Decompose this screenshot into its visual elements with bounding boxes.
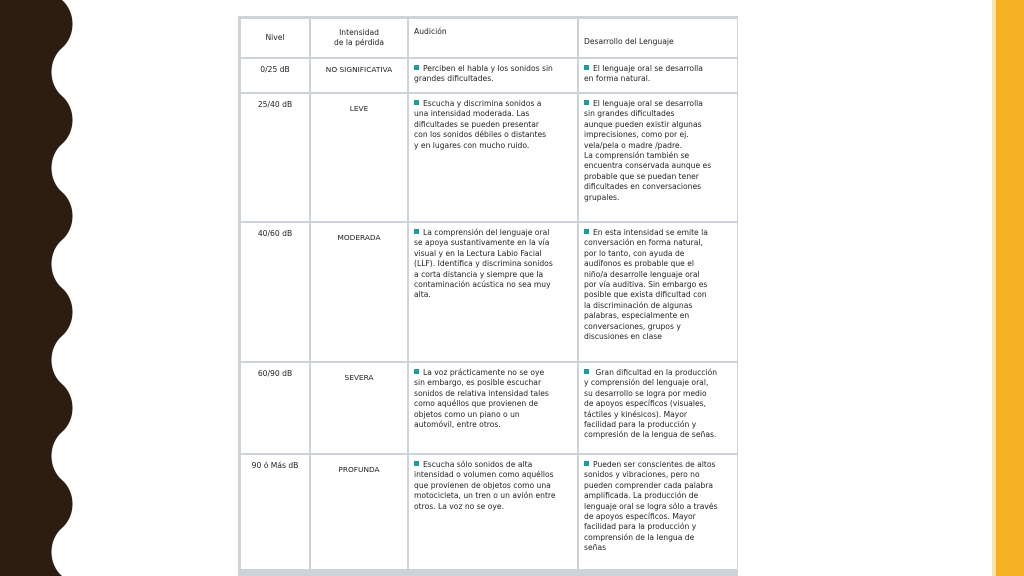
text-line: como aquéllos que provienen de <box>414 399 539 409</box>
text-line: La comprensión también se <box>584 151 690 161</box>
header-intensidad-line1: Intensidad <box>339 27 379 37</box>
bullet-icon <box>584 461 589 466</box>
bullet-icon <box>414 65 419 70</box>
text-line: alta. <box>414 290 431 300</box>
text-line: audífonos es probable que el <box>584 259 694 269</box>
text-line: pueden comprender cada palabra <box>584 480 714 490</box>
text-line: la discriminación de algunas <box>584 300 693 310</box>
text-line: a corta distancia y siempre que la <box>414 269 544 279</box>
text-line: La voz prácticamente no se oye <box>423 368 545 377</box>
level-cell: 60/90 dB <box>241 363 309 453</box>
bullet-icon <box>584 100 589 105</box>
text-line: dificultades se pueden presentar <box>414 119 540 129</box>
level-cell: 25/40 dB <box>241 94 309 221</box>
text-line: Perciben el habla y los sonidos sin <box>423 64 553 73</box>
text-line: discusiones en clase <box>584 332 662 342</box>
text-line: y comprensión del lenguaje oral, <box>584 378 709 388</box>
text-line: vela/pela o madre /padre. <box>584 140 683 150</box>
text-line: comprensión de la lengua de <box>584 532 695 542</box>
audicion-cell <box>409 223 577 361</box>
level-cell: 90 ó Más dB <box>241 455 309 569</box>
text-line: palabras, especialmente en <box>584 311 690 321</box>
text-line: grupales. <box>584 192 620 202</box>
text-line: Escucha y discrimina sonidos a <box>423 99 542 108</box>
text-line: El lenguaje oral se desarrolla <box>593 64 703 73</box>
bullet-icon <box>414 229 419 234</box>
desarrollo-cell <box>579 59 737 92</box>
intensity-cell: MODERADA <box>311 223 407 361</box>
audicion-cell <box>409 94 577 221</box>
text-line: de apoyos específicos. Mayor <box>584 512 696 522</box>
text-line: niño/a desarrolle lenguaje oral <box>584 269 700 279</box>
text-line: amplificada. La producción de <box>584 491 699 501</box>
text-line: motocicleta, un tren o un avión entre <box>414 491 556 501</box>
header-intensidad-line2: de la pérdida <box>334 38 384 47</box>
text-line: aunque pueden existir algunas <box>584 119 702 129</box>
level-cell: 40/60 dB <box>241 223 309 361</box>
text-line: una intensidad moderada. Las <box>414 109 530 119</box>
desarrollo-cell <box>579 94 737 221</box>
text-line: conversación en forma natural, <box>584 238 703 248</box>
text-line: En esta intensidad se emite la <box>593 228 708 237</box>
audicion-cell <box>409 59 577 92</box>
intensity-cell: SEVERA <box>311 363 407 453</box>
header-desarrollo <box>579 19 737 57</box>
text-line: encuentra conservada aunque es <box>584 161 712 171</box>
intensity-cell: LEVE <box>311 94 407 221</box>
header-nivel <box>241 19 309 57</box>
desarrollo-cell <box>579 223 737 361</box>
text-line: por lo tanto, con ayuda de <box>584 248 685 258</box>
desarrollo-cell <box>579 455 737 569</box>
text-line: visual y en la Lectura Labio Facial <box>414 248 542 258</box>
text-line: sonidos de relativa intensidad tales <box>414 388 549 398</box>
bullet-icon <box>414 100 419 105</box>
desarrollo-cell <box>579 363 737 453</box>
text-line: intensidad o volumen como aquéllos <box>414 470 554 480</box>
text-line: Pueden ser conscientes de altos <box>593 460 716 469</box>
text-line: Escucha sólo sonidos de alta <box>423 460 533 469</box>
text-line: El lenguaje oral se desarrolla <box>593 99 703 108</box>
intensity-cell: PROFUNDA <box>311 455 407 569</box>
text-line: señas <box>584 543 607 553</box>
audicion-cell <box>409 363 577 453</box>
text-line: y en lugares con mucho ruido. <box>414 140 530 150</box>
text-line: facilidad para la producción y <box>584 420 697 430</box>
intensity-cell: NO SIGNIFICATIVA <box>311 59 407 92</box>
text-line: compresión de la lengua de señas. <box>584 430 717 440</box>
bullet-icon <box>414 461 419 466</box>
text-line: automóvil, entre otros. <box>414 420 501 430</box>
text-line: posible que exista dificultad con <box>584 290 707 300</box>
text-line: en forma natural. <box>584 74 651 84</box>
text-line: por vía auditiva. Sin embargo es <box>584 280 708 290</box>
text-line: objetos como un piano o un <box>414 409 520 419</box>
decorative-wave-strip <box>0 0 80 576</box>
text-line: probable que se puedan tener <box>584 171 699 181</box>
bullet-icon <box>584 229 589 234</box>
audicion-cell <box>409 455 577 569</box>
bullet-icon <box>414 369 419 374</box>
text-line: de apoyos específicos (visuales, <box>584 399 707 409</box>
text-line: conversaciones, grupos y <box>584 321 681 331</box>
text-line: otros. La voz no se oye. <box>414 501 504 511</box>
header-audicion <box>409 19 577 57</box>
header-nivel-text: Nivel <box>265 32 285 42</box>
text-line: táctiles y kinésicos). Mayor <box>584 409 688 419</box>
header-intensidad <box>311 19 407 57</box>
header-audicion-text: Audición <box>414 27 447 36</box>
text-line: su desarrollo se logra por medio <box>584 388 707 398</box>
text-line: se apoya sustantivamente en la vía <box>414 238 550 248</box>
text-line: (LLF). Identifica y discrimina sonidos <box>414 259 553 269</box>
text-line: grandes dificultades. <box>414 74 494 84</box>
text-line: sin grandes dificultades <box>584 109 675 119</box>
hearing-loss-table <box>238 16 738 576</box>
text-line: facilidad para la producción y <box>584 522 697 532</box>
header-desarrollo-text: Desarrollo del Lenguaje <box>584 36 674 46</box>
level-cell: 0/25 dB <box>241 59 309 92</box>
text-line: lenguaje oral se logra sólo a través <box>584 501 718 511</box>
bullet-icon <box>584 369 589 374</box>
bullet-icon <box>584 65 589 70</box>
text-line: dificultades en conversaciones <box>584 182 702 192</box>
text-line: sonidos y vibraciones, pero no <box>584 470 700 480</box>
text-line: sin embargo, es posible escuchar <box>414 378 542 388</box>
text-line: contaminación acústica no sea muy <box>414 280 551 290</box>
wave-shape <box>0 0 73 576</box>
text-line: con los sonidos débiles o distantes <box>414 130 547 140</box>
accent-bar <box>996 0 1024 576</box>
text-line: Gran dificultad en la producción <box>593 368 718 377</box>
text-line: que provienen de objetos como una <box>414 480 551 490</box>
text-line: imprecisiones, como por ej. <box>584 130 689 140</box>
text-line: La comprensión del lenguaje oral <box>423 228 550 237</box>
